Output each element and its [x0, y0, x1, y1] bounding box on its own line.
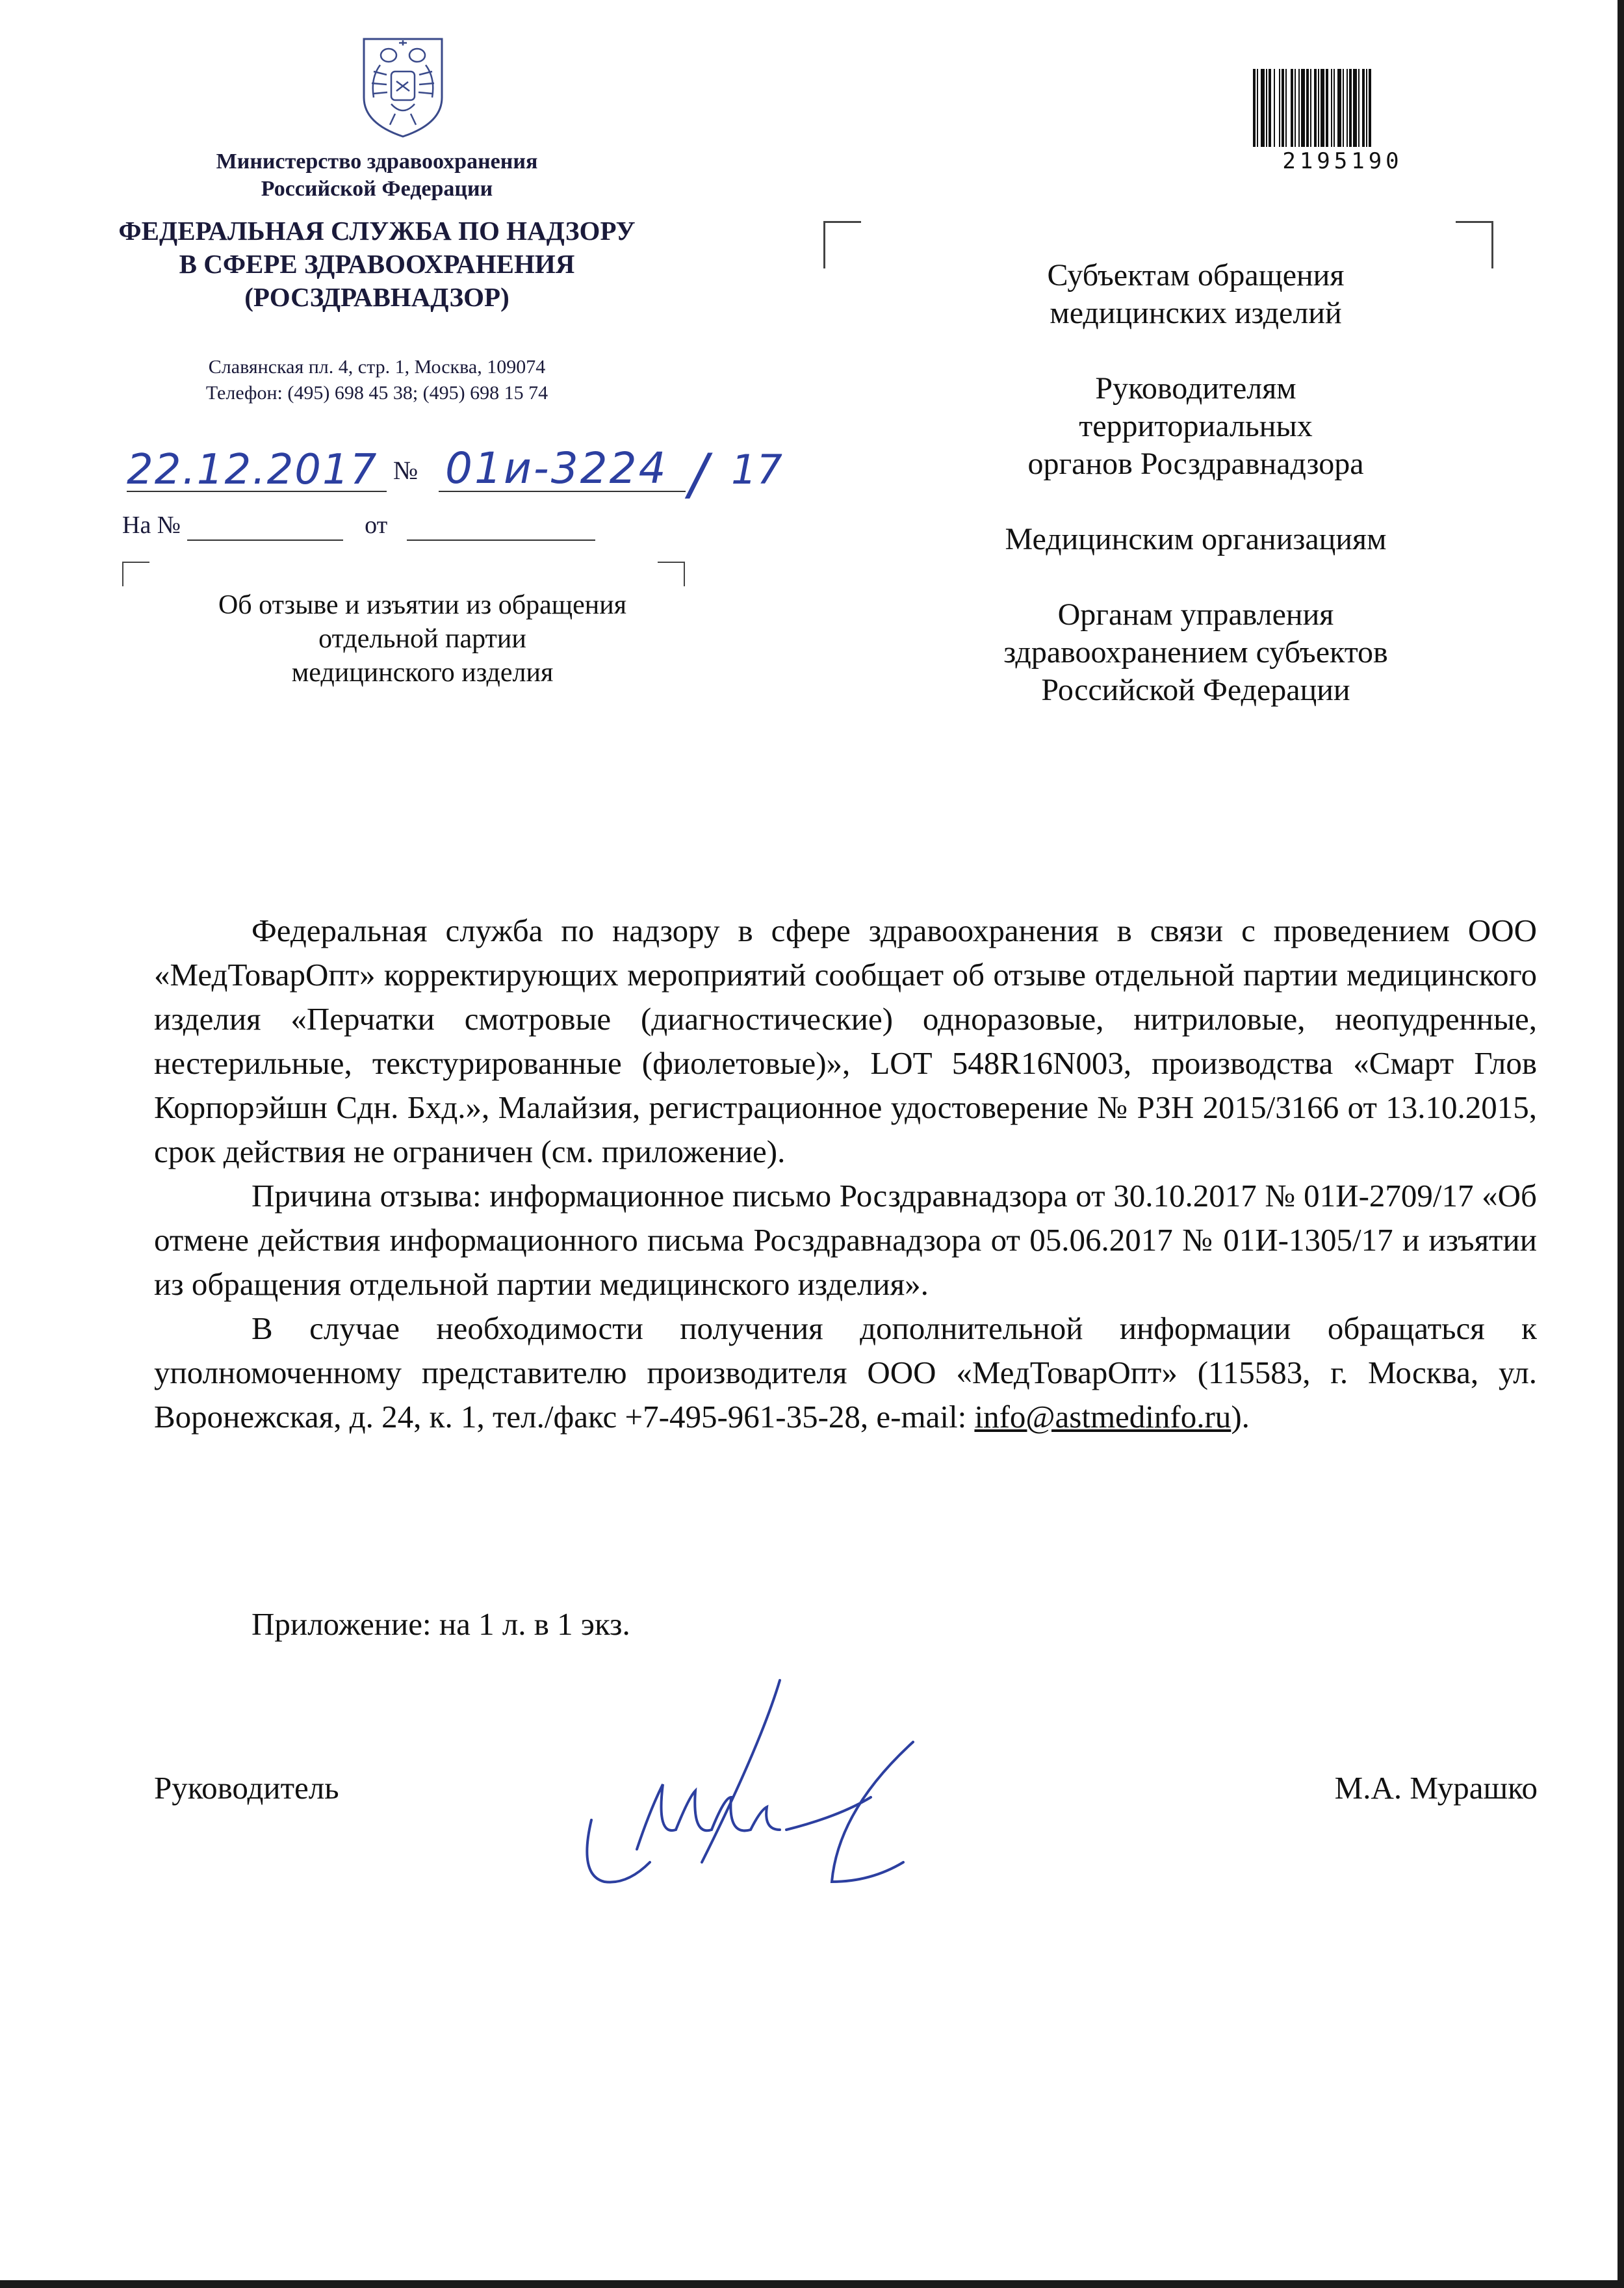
barcode-bar: [1306, 69, 1309, 147]
barcode-bar: [1343, 69, 1344, 147]
barcode-bar: [1358, 69, 1360, 147]
barcode-bar: [1298, 69, 1300, 147]
addressee-line: Руководителям: [1095, 371, 1296, 406]
barcode-bar: [1261, 69, 1265, 147]
addressee-block: [910, 257, 1482, 332]
addressee-bracket-left: [823, 221, 861, 268]
reference-number-label: На №: [122, 512, 181, 539]
barcode-bar: [1326, 69, 1328, 147]
barcode-bar: [1331, 69, 1332, 147]
service-line-2: В СФЕРЕ ЗДРАВООХРАНЕНИЯ: [179, 249, 575, 279]
addressee-list: [910, 257, 1482, 709]
barcode-bar: [1253, 69, 1256, 147]
body-paragraph-3: [154, 1306, 1537, 1439]
reference-line: [122, 511, 595, 541]
barcode-bar: [1274, 69, 1275, 147]
attachment-note: Приложение: на 1 л. в 1 экз.: [251, 1606, 630, 1642]
body-paragraph-1: Федеральная служба по надзору в сфере здравоохранения в связи с проведением ООО «МедТоварОпт» корректирующих мероприятий сообщает об отзыве отдельной партии медицинского изделия «Перчатки смотровые (диагностические) одноразовые, нитриловые, неопудренные, нестерильные, текстурированные (фиолетовые)», LOT 548R16N003, производства «Смарт Глов Корпорэйшн Сдн. Бхд.», Малайзия, регистрационное удостоверение № РЗН 2015/3166 от 13.10.2015, срок действия не ограничен (см. приложение).: [154, 913, 1537, 1169]
subject-bracket-left: [122, 562, 149, 586]
barcode-bar: [1282, 69, 1284, 147]
addressee-line: медицинских изделий: [1050, 296, 1342, 330]
barcode-bar: [1266, 69, 1267, 147]
addressee-line: Субъектам обращения: [1047, 258, 1345, 292]
barcode-bars: [1253, 69, 1428, 147]
ministry-line-1: Министерство здравоохранения: [216, 150, 538, 174]
body-paragraph-3-text: В случае необходимости получения дополнительной информации обращаться к уполномоченному представителю производителя ООО «МедТоварОпт» (115583, г. Москва, ул. Воронежская, д. 24, к. 1, тел./факс +7-495-961-35-28, e-mail:: [154, 1310, 1537, 1435]
barcode-bar: [1301, 69, 1305, 147]
barcode-bar: [1337, 69, 1341, 147]
barcode-bar: [1295, 69, 1296, 147]
barcode-bar: [1291, 69, 1293, 147]
signer-name: М.А. Мурашко: [1334, 1770, 1538, 1806]
registration-slash: /: [689, 442, 708, 507]
barcode-bar: [1279, 69, 1280, 147]
address-line-1: Славянская пл. 4, стр. 1, Москва, 109074: [208, 356, 546, 378]
barcode-bar: [1349, 69, 1352, 147]
registration-date: 22.12.2017: [127, 446, 378, 494]
service-name: [97, 214, 656, 314]
barcode-bar: [1369, 69, 1371, 147]
coat-of-arms-icon: [351, 26, 455, 140]
addressee-block: [910, 521, 1482, 558]
addressee-line: Органам управления: [1057, 597, 1334, 632]
barcode-bar: [1353, 69, 1357, 147]
letter-body: [154, 909, 1537, 1439]
registration-underline: [127, 489, 809, 494]
addressee-block: [910, 596, 1482, 709]
barcode-bar: [1318, 69, 1319, 147]
service-line-3: (РОСЗДРАВНАДЗОР): [244, 282, 509, 312]
addressee-block: [910, 370, 1482, 483]
barcode-bar: [1366, 69, 1367, 147]
subject-bracket-right: [658, 562, 685, 586]
barcode-number: 2195190: [1282, 148, 1403, 174]
handwritten-signature-icon: [565, 1667, 955, 1914]
registration-number: 01и-3224: [445, 443, 668, 493]
barcode-bar: [1269, 69, 1271, 147]
barcode-bar: [1334, 69, 1335, 147]
barcode-bar: [1257, 69, 1258, 147]
subject-line-1: Об отзыве и изъятии из обращения: [218, 590, 627, 620]
signer-title: Руководитель: [154, 1770, 339, 1806]
subject-line-2: отдельной партии: [318, 624, 526, 654]
registration-year: 17: [731, 446, 782, 493]
address-line-2: Телефон: (495) 698 45 38; (495) 698 15 74: [205, 382, 548, 404]
reference-from-label: от: [365, 512, 388, 539]
reference-number-blank: [187, 511, 343, 541]
sender-address: [130, 354, 624, 406]
scan-edge-right: [1618, 0, 1624, 2288]
addressee-line: органов Росздравнадзора: [1027, 447, 1364, 481]
addressee-line: здравоохранением субъектов: [1003, 635, 1388, 670]
service-line-1: ФЕДЕРАЛЬНАЯ СЛУЖБА ПО НАДЗОРУ: [118, 216, 636, 246]
barcode: [1232, 62, 1453, 186]
barcode-bar: [1285, 69, 1287, 147]
addressee-line: Медицинским организациям: [1005, 522, 1387, 556]
letter-subject: [149, 588, 695, 690]
ministry-line-2: Российской Федерации: [261, 177, 493, 201]
barcode-bar: [1310, 69, 1311, 147]
body-paragraph-2: Причина отзыва: информационное письмо Росздравнадзора от 30.10.2017 № 01И-2709/17 «Об отмене действия информационного письма Росздравнадзора от 05.06.2017 № 01И-1305/17 и изъятии из обращения отдельной партии медицинского изделия».: [154, 1178, 1537, 1302]
ministry-name: [149, 148, 604, 203]
contact-email-link[interactable]: info@astmedinfo.ru: [974, 1399, 1231, 1435]
scan-edge-bottom: [0, 2280, 1624, 2288]
subject-line-3: медицинского изделия: [291, 658, 554, 688]
barcode-bar: [1321, 69, 1324, 147]
reference-date-blank: [407, 511, 595, 541]
body-paragraph-3-end: ).: [1231, 1399, 1250, 1435]
registration-number-label: №: [393, 456, 419, 485]
barcode-bar: [1362, 69, 1365, 147]
barcode-bar: [1314, 69, 1317, 147]
addressee-line: территориальных: [1079, 409, 1313, 443]
addressee-line: Российской Федерации: [1041, 673, 1350, 707]
barcode-bar: [1347, 69, 1348, 147]
